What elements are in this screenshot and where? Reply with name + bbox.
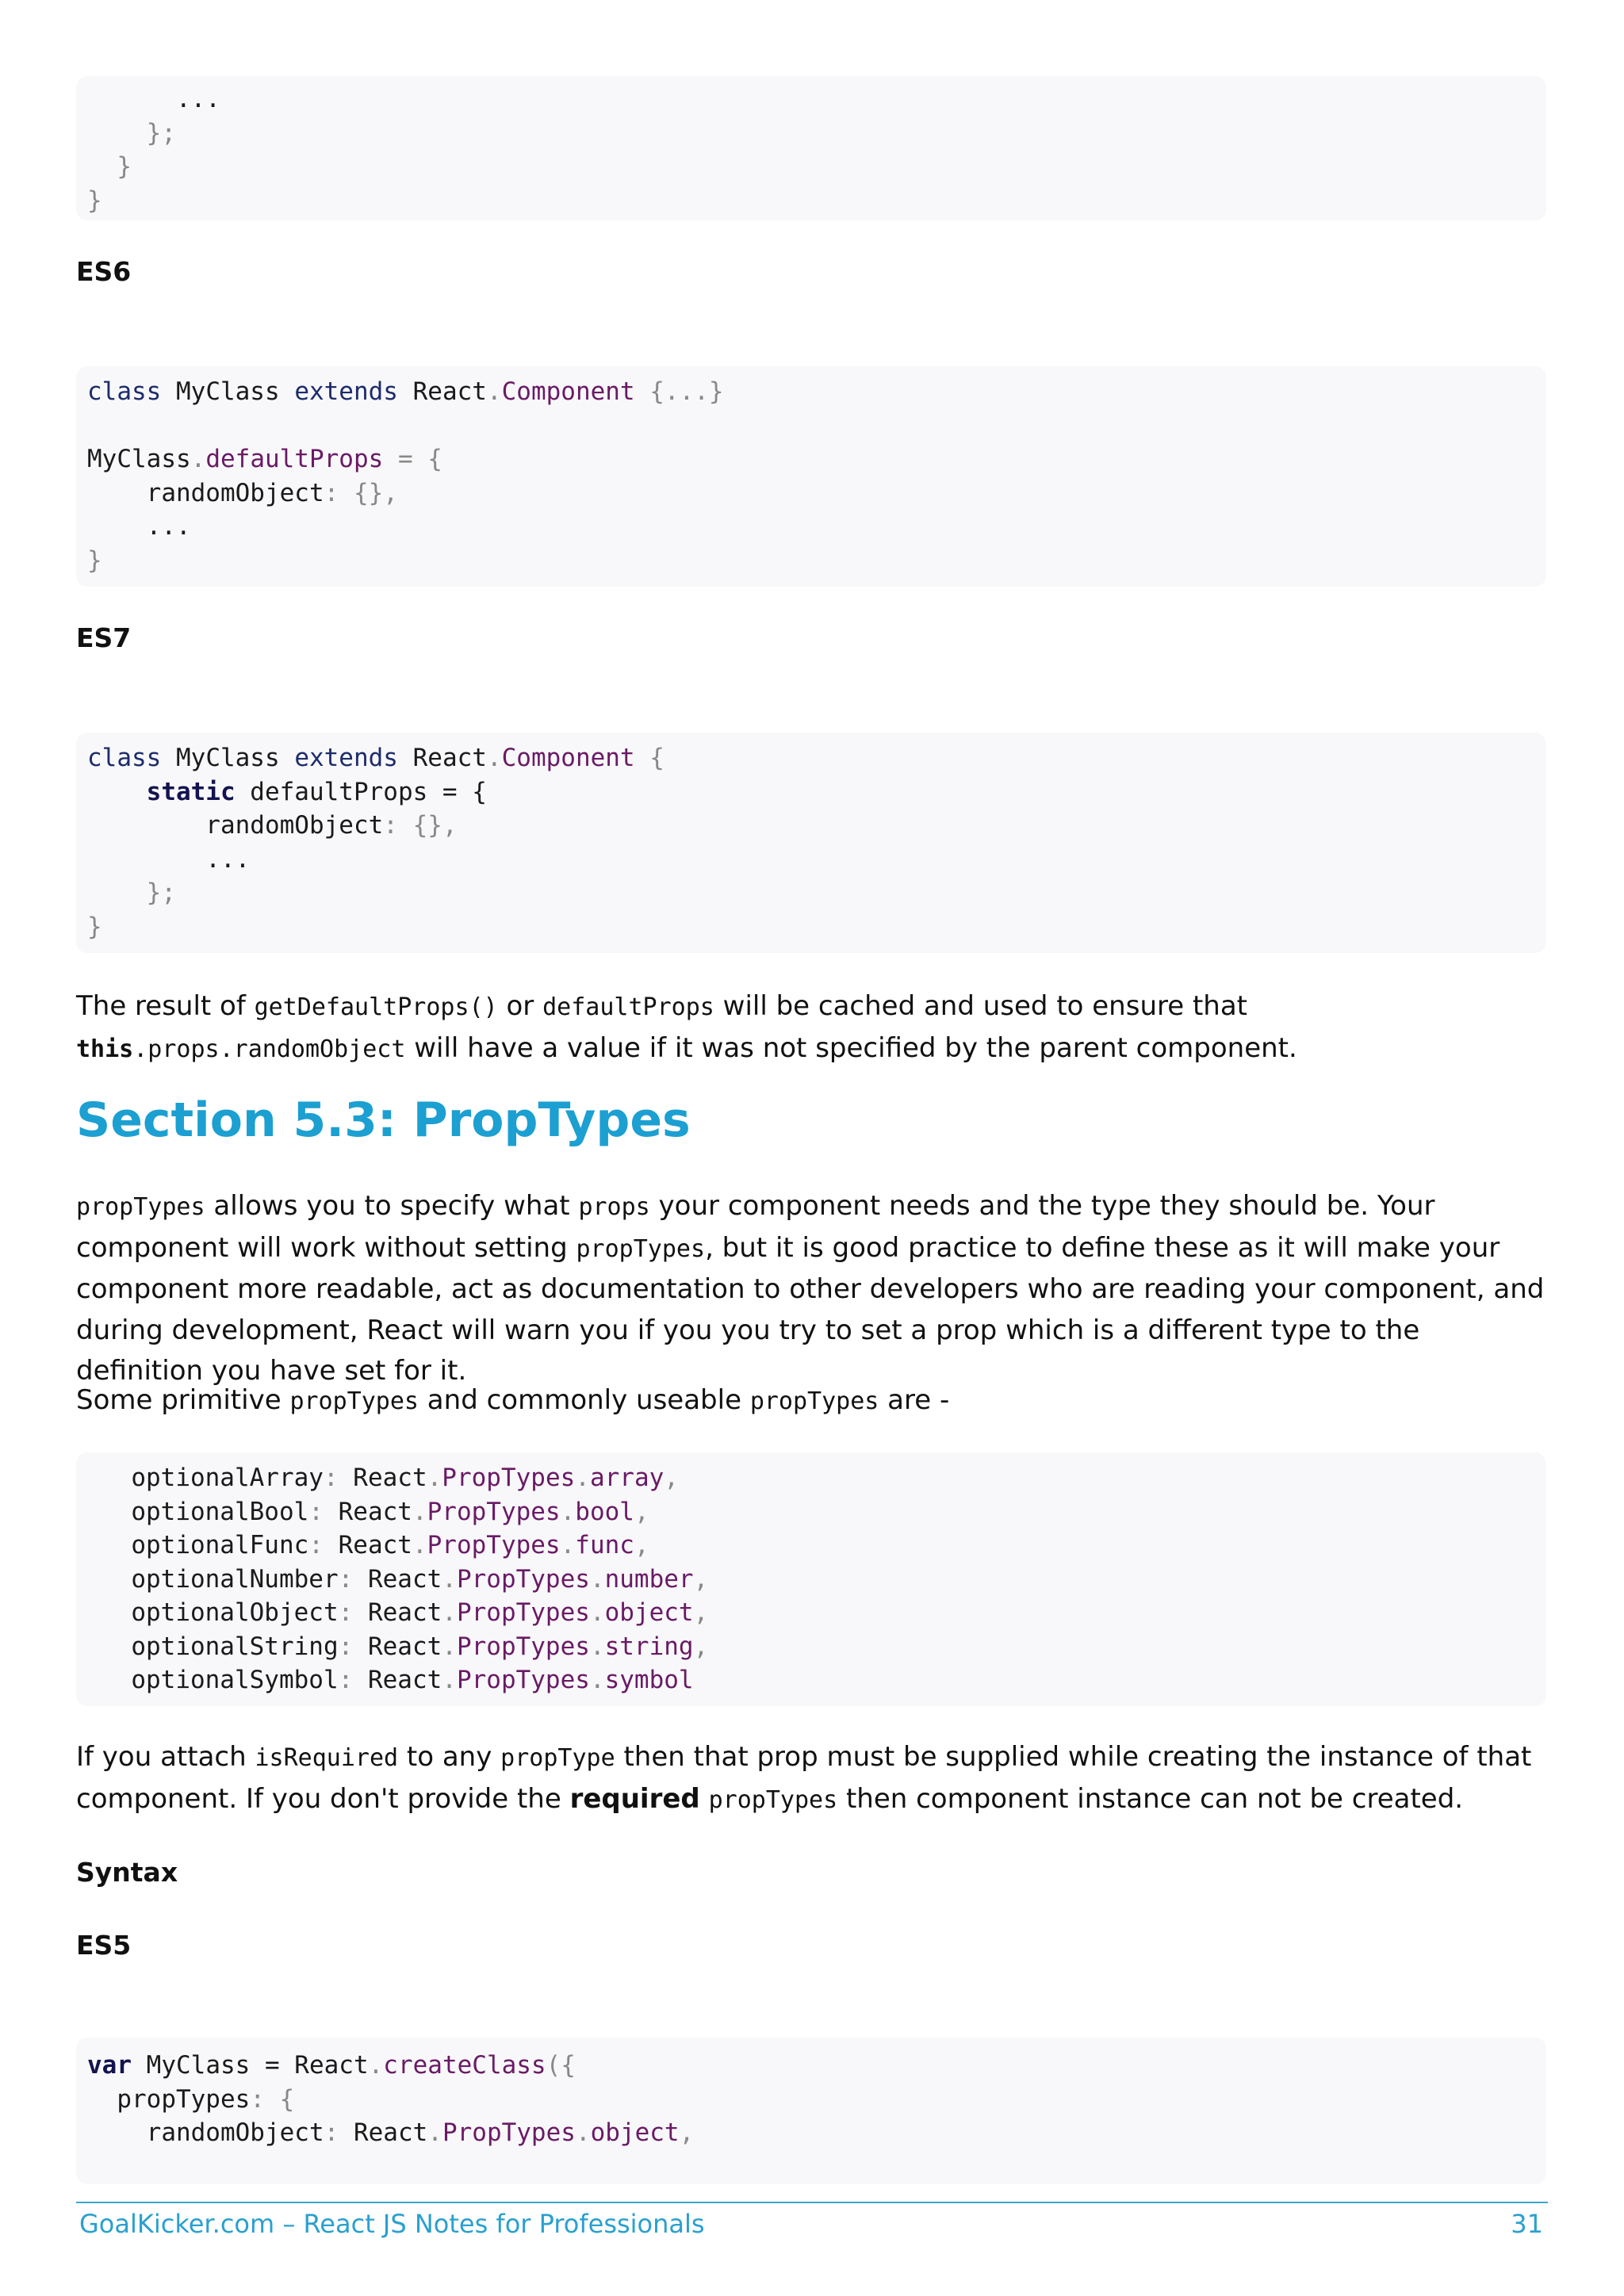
footer-divider: [76, 2202, 1548, 2203]
code-line: optionalArray: React.PropTypes.array,: [102, 1464, 679, 1492]
code-block-top: [76, 76, 1546, 220]
code-line: randomObject: React.PropTypes.object,: [87, 2118, 695, 2147]
code-line: optionalSymbol: React.PropTypes.symbol: [102, 1666, 694, 1694]
code-line: }: [87, 186, 102, 215]
code-line: randomObject: {},: [87, 478, 398, 507]
code-line: static defaultProps = {: [146, 777, 487, 806]
paragraph-line: The result of getDefaultProps() or defaultProps will be cached and used to ensure that: [76, 990, 1247, 1022]
paragraph-text: Some primitive propTypes and commonly useable propTypes are -: [76, 1384, 950, 1416]
paragraph-is-required: [76, 1737, 1551, 1820]
code-block-proptypes: [76, 1452, 1546, 1706]
code-line: ...: [87, 844, 251, 874]
code-block-es6: [76, 366, 1546, 587]
code-line: };: [87, 118, 176, 147]
code-line: optionalFunc: React.PropTypes.func,: [102, 1531, 649, 1559]
label-es6: ES6: [76, 256, 132, 287]
code-line-blank: [87, 409, 1546, 443]
page-number: 31: [1511, 2209, 1543, 2239]
code-line: propTypes: {: [87, 2084, 295, 2114]
code-line: optionalBool: React.PropTypes.bool,: [102, 1497, 649, 1526]
code-line: MyClass.defaultProps = {: [87, 445, 442, 473]
label-es5: ES5: [76, 1930, 132, 1961]
section-heading: Section 5.3: PropTypes: [76, 1093, 691, 1148]
code-line: ...: [87, 512, 191, 541]
code-line: randomObject: {},: [87, 811, 458, 840]
code-line: ...: [87, 85, 220, 113]
code-line: };: [87, 878, 176, 907]
paragraph-text: propTypes allows you to specify what props your component needs and the type they should be. Your component will work without setting propTypes, but it is good practice to define these as it will make your component more readable, act as documentation to other developers who are reading your component, and during development, React will warn you if you you try to set a prop which is a different type to the definition you have set for it.: [76, 1190, 1545, 1387]
paragraph-line: this.props.randomObject will have a value if it was not specified by the parent component.: [76, 1031, 1297, 1064]
code-line: }: [87, 545, 102, 575]
code-line: }: [87, 152, 132, 181]
code-line: class MyClass extends React.Component {: [87, 744, 665, 772]
footer-title-link[interactable]: GoalKicker.com – React JS Notes for Professionals: [79, 2209, 705, 2239]
code-line: optionalString: React.PropTypes.string,: [102, 1632, 709, 1661]
paragraph-default-props: [76, 986, 1551, 1070]
code-line: optionalObject: React.PropTypes.object,: [102, 1598, 709, 1627]
paragraph-primitive: [76, 1380, 1551, 1422]
code-line: optionalNumber: React.PropTypes.number,: [102, 1564, 709, 1594]
code-block-es7: [76, 733, 1546, 953]
label-es7: ES7: [76, 622, 132, 653]
code-line: class MyClass extends React.Component {...}: [87, 377, 724, 406]
code-line: var MyClass = React.createClass({: [87, 2051, 576, 2080]
code-block-es5: [76, 2038, 1546, 2184]
code-line: }: [87, 912, 102, 941]
paragraph-text: If you attach isRequired to any propType then that prop must be supplied while creating the instance of that component. If you don't provide the required propTypes then component instance can not be created.: [76, 1741, 1532, 1815]
label-syntax: Syntax: [76, 1857, 178, 1888]
paragraph-proptypes-intro: [76, 1186, 1551, 1392]
